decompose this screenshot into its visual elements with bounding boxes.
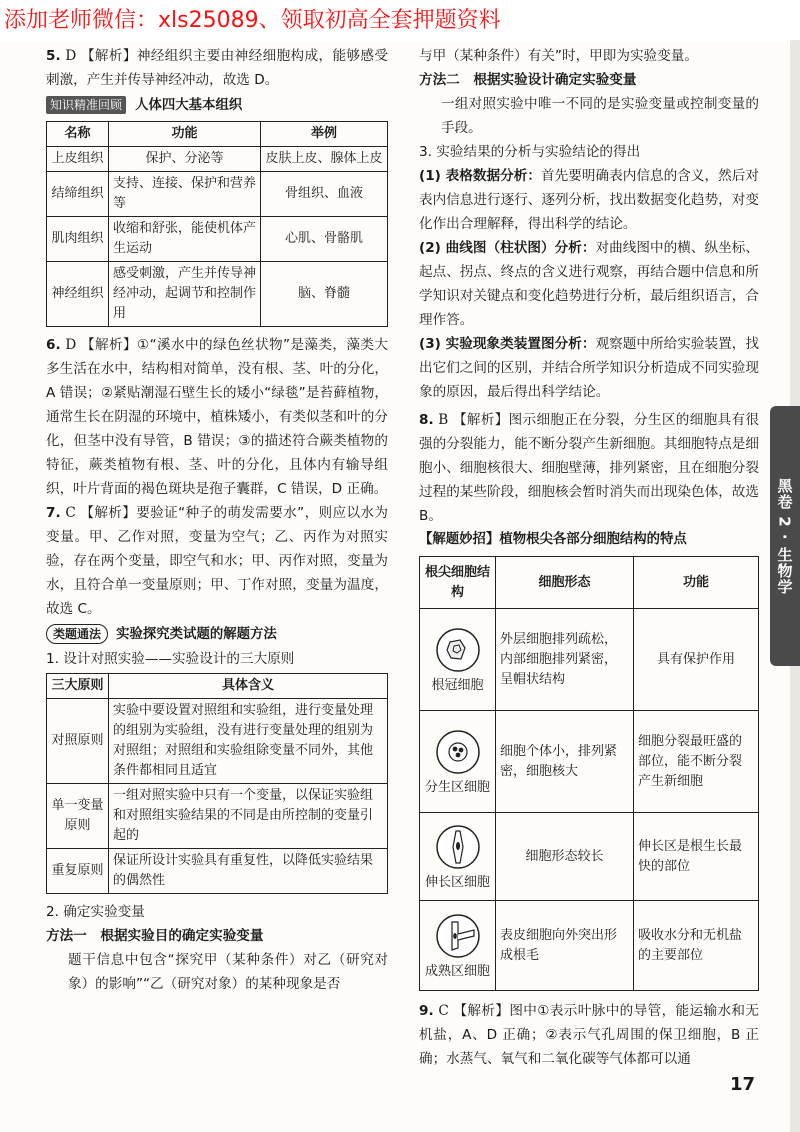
table-cell: 细胞个体小，排列紧密，细胞核大 [496, 711, 634, 813]
cell-name: 分生区细胞 [424, 779, 490, 795]
elongation-cell-icon [434, 823, 482, 871]
table-header: 三大原则 [47, 674, 109, 699]
analysis-subheading: 3. 实验结果的分析与实验结论的得出 [419, 144, 641, 160]
table-row [47, 172, 388, 217]
table-cell: 骨组织、血液 [261, 172, 388, 217]
analysis-point-1 [419, 164, 759, 236]
table-cell: 保护、分泌等 [109, 147, 261, 172]
page-number: 17 [730, 1074, 756, 1095]
table-header: 功能 [634, 557, 759, 609]
table-cell: 伸长区是根生长最快的部位 [634, 813, 759, 901]
table-cell [420, 901, 496, 991]
question-9 [419, 999, 759, 1071]
table-header: 功能 [109, 122, 261, 147]
table-header: 具体含义 [109, 674, 388, 699]
method-one-text: 题干信息中包含“探究甲（某种条件）对乙（研究对象）的影响”“乙（研究对象）的某种现象是否 [68, 952, 388, 992]
table-cell: 单一变量原则 [47, 784, 109, 849]
table-cell: 实验中要设置对照组和实验组，进行变量处理的组别为实验组，没有进行变量处理的组别为对照组；对照组和实验组除变量不同外，其他条件都相同且适宜 [109, 699, 388, 784]
table-row [420, 901, 759, 991]
table-cell [420, 813, 496, 901]
tissue-table [46, 121, 388, 327]
method-two-title: 方法二 根据实验设计确定实验变量 [419, 72, 637, 88]
table-cell: 表皮细胞向外突出形成根毛 [496, 901, 634, 991]
table-cell [420, 711, 496, 813]
table-cell: 神经组织 [47, 262, 109, 327]
question-7 [46, 501, 388, 621]
table-header: 举例 [261, 122, 388, 147]
table-row [47, 784, 388, 849]
question-number: 5. [46, 48, 61, 64]
table-row [47, 849, 388, 894]
table-header: 细胞形态 [496, 557, 634, 609]
table-header: 名称 [47, 122, 109, 147]
table-row [420, 813, 759, 901]
answer-letter: C [438, 1003, 449, 1019]
table-cell: 细胞分裂最旺盛的部位，能不断分裂产生新细胞 [634, 711, 759, 813]
meristem-cell-icon [434, 728, 482, 776]
explanation-text: 【解析】图示细胞正在分裂，分生区的细胞具有很强的分裂能力，能不断分裂产生新细胞。其细胞特点是细胞小、细胞核很大、细胞壁薄，排列紧密，且在细胞分裂过程的某些阶段，细胞核会暂时消失而出现染色体，故选 B。 [419, 412, 759, 524]
table-cell: 吸收水分和无机盐的主要部位 [634, 901, 759, 991]
table-row [47, 699, 388, 784]
explanation-text: 【解析】要验证“种子的萌发需要水”，则应以水为变量。甲、乙作对照，变量为空气；乙、丙作为对照实验，存在两个变量，即空气和水；甲、丙作对照，变量为水，且符合单一变量原则；甲、丁作对照，变量为温度，故选 C。 [46, 505, 388, 617]
table-row [47, 217, 388, 262]
promo-banner: 添加老师微信：xls25089、领取初高全套押题资料 [0, 0, 800, 42]
method-tag: 类题通法 [46, 624, 108, 644]
maturation-cell-icon [434, 912, 482, 960]
explanation-text: 【解析】图中①表示叶脉中的导管，能运输水和无机盐，A、D 正确；②表示气孔周围的保卫细胞，B 正确；水蒸气、氧气和二氧化碳等气体都可以通 [419, 1003, 759, 1067]
root-cell-table [419, 556, 759, 991]
table-cell: 支持、连接、保护和营养等 [109, 172, 261, 217]
method-one-continued: 与甲（某种条件）有关”时，甲即为实验变量。 [419, 48, 698, 64]
variable-subheading: 2. 确定实验变量 [46, 904, 145, 920]
table-cell: 一组对照实验中只有一个变量，以保证实验组和对照组实验结果的不同是由所控制的变量引起的 [109, 784, 388, 849]
method-heading [46, 623, 388, 647]
table-cell: 心肌、骨骼肌 [261, 217, 388, 262]
answer-letter: B [438, 412, 449, 428]
root-cap-cell-icon [434, 626, 482, 674]
principles-table [46, 673, 388, 894]
point-heading: (3) 实验现象类装置图分析： [419, 336, 596, 352]
review-tag: 知识精准回顾 [46, 96, 126, 114]
method-title: 实验探究类试题的解题方法 [116, 627, 277, 642]
question-number: 6. [46, 337, 61, 353]
left-column [46, 44, 388, 996]
review-title: 人体四大基本组织 [135, 98, 243, 113]
cell-name: 根冠细胞 [431, 677, 484, 693]
analysis-point-2 [419, 236, 759, 332]
answer-letter: C [65, 505, 76, 521]
question-number: 9. [419, 1003, 434, 1019]
question-5 [46, 44, 388, 92]
right-column [419, 44, 759, 1071]
method-one-title: 方法一 根据实验目的确定实验变量 [46, 928, 264, 944]
table-cell: 皮肤上皮、腺体上皮 [261, 147, 388, 172]
table-cell: 结缔组织 [47, 172, 109, 217]
question-number: 8. [419, 412, 434, 428]
point-heading: (1) 表格数据分析： [419, 168, 542, 184]
side-tab: 黑卷 2 · 生物学 [770, 406, 800, 666]
table-cell: 重复原则 [47, 849, 109, 894]
table-header: 根尖细胞结构 [420, 557, 496, 609]
answer-letter: D [65, 337, 77, 353]
table-row [47, 147, 388, 172]
method-two-text: 一组对照实验中唯一不同的是实验变量或控制变量的手段。 [441, 96, 759, 136]
table-cell: 细胞形态较长 [496, 813, 634, 901]
explanation-text: 【解析】神经组织主要由神经细胞构成，能够感受刺激，产生并传导神经冲动，故选 D。 [46, 48, 388, 88]
table-row [47, 262, 388, 327]
table-cell: 收缩和舒张，能使机体产生运动 [109, 217, 261, 262]
explanation-text: 【解析】①“溪水中的绿色丝状物”是藻类，藻类大多生活在水中，结构相对简单，没有根、茎、叶的分化，A 错误；②紧贴潮湿石壁生长的矮小“绿毯”是苔藓植物，通常生长在阴湿的环境中，植株矮小，有类似茎和叶的分化，但茎中没有导管，B 错误；③的描述符合蕨类植物的特征，蕨类植物有根、茎、叶的分化，且体内有输导组织，叶片背面的褐色斑块是孢子囊群，C 错误，D 正确。 [46, 337, 388, 497]
question-number: 7. [46, 505, 61, 521]
table-cell: 肌肉组织 [47, 217, 109, 262]
table-cell: 具有保护作用 [634, 609, 759, 711]
table-header-row [47, 674, 388, 699]
answer-letter: D [65, 48, 77, 64]
table-cell [420, 609, 496, 711]
point-text: 观察题中所给实验装置，找出它们之间的区别，并结合所学知识分析造成不同实验现象的原因，最后得出科学结论。 [419, 336, 759, 400]
review-heading [46, 94, 388, 118]
point-text: 首先要明确表内信息的含义，然后对表内信息进行逐行、逐列分析，找出数据变化趋势，对变化作出合理解释，得出科学的结论。 [419, 168, 759, 232]
question-8 [419, 408, 759, 528]
table-cell: 对照原则 [47, 699, 109, 784]
table-cell: 脑、脊髓 [261, 262, 388, 327]
table-cell: 保证所设计实验具有重复性，以降低实验结果的偶然性 [109, 849, 388, 894]
table-cell: 外层细胞排列疏松，内部细胞排列紧密，呈帽状结构 [496, 609, 634, 711]
table-header-row [47, 122, 388, 147]
cell-name: 成熟区细胞 [424, 963, 490, 979]
table-cell: 感受刺激，产生并传导神经冲动，起调节和控制作用 [109, 262, 261, 327]
question-6 [46, 333, 388, 501]
point-text: 对曲线图中的横、纵坐标、起点、拐点、终点的含义进行观察，再结合题中信息和所学知识对关键点和变化趋势进行分析，最后组织语言，合理作答。 [419, 240, 759, 328]
table-row [420, 711, 759, 813]
method-subheading: 1. 设计对照实验——实验设计的三大原则 [46, 651, 295, 667]
table-header-row [420, 557, 759, 609]
point-heading: (2) 曲线图（柱状图）分析： [419, 240, 596, 256]
cell-name: 伸长区细胞 [424, 874, 490, 890]
analysis-point-3 [419, 332, 759, 404]
tip-title: 【解题妙招】植物根尖各部分细胞结构的特点 [419, 532, 687, 547]
table-row [420, 609, 759, 711]
table-cell: 上皮组织 [47, 147, 109, 172]
